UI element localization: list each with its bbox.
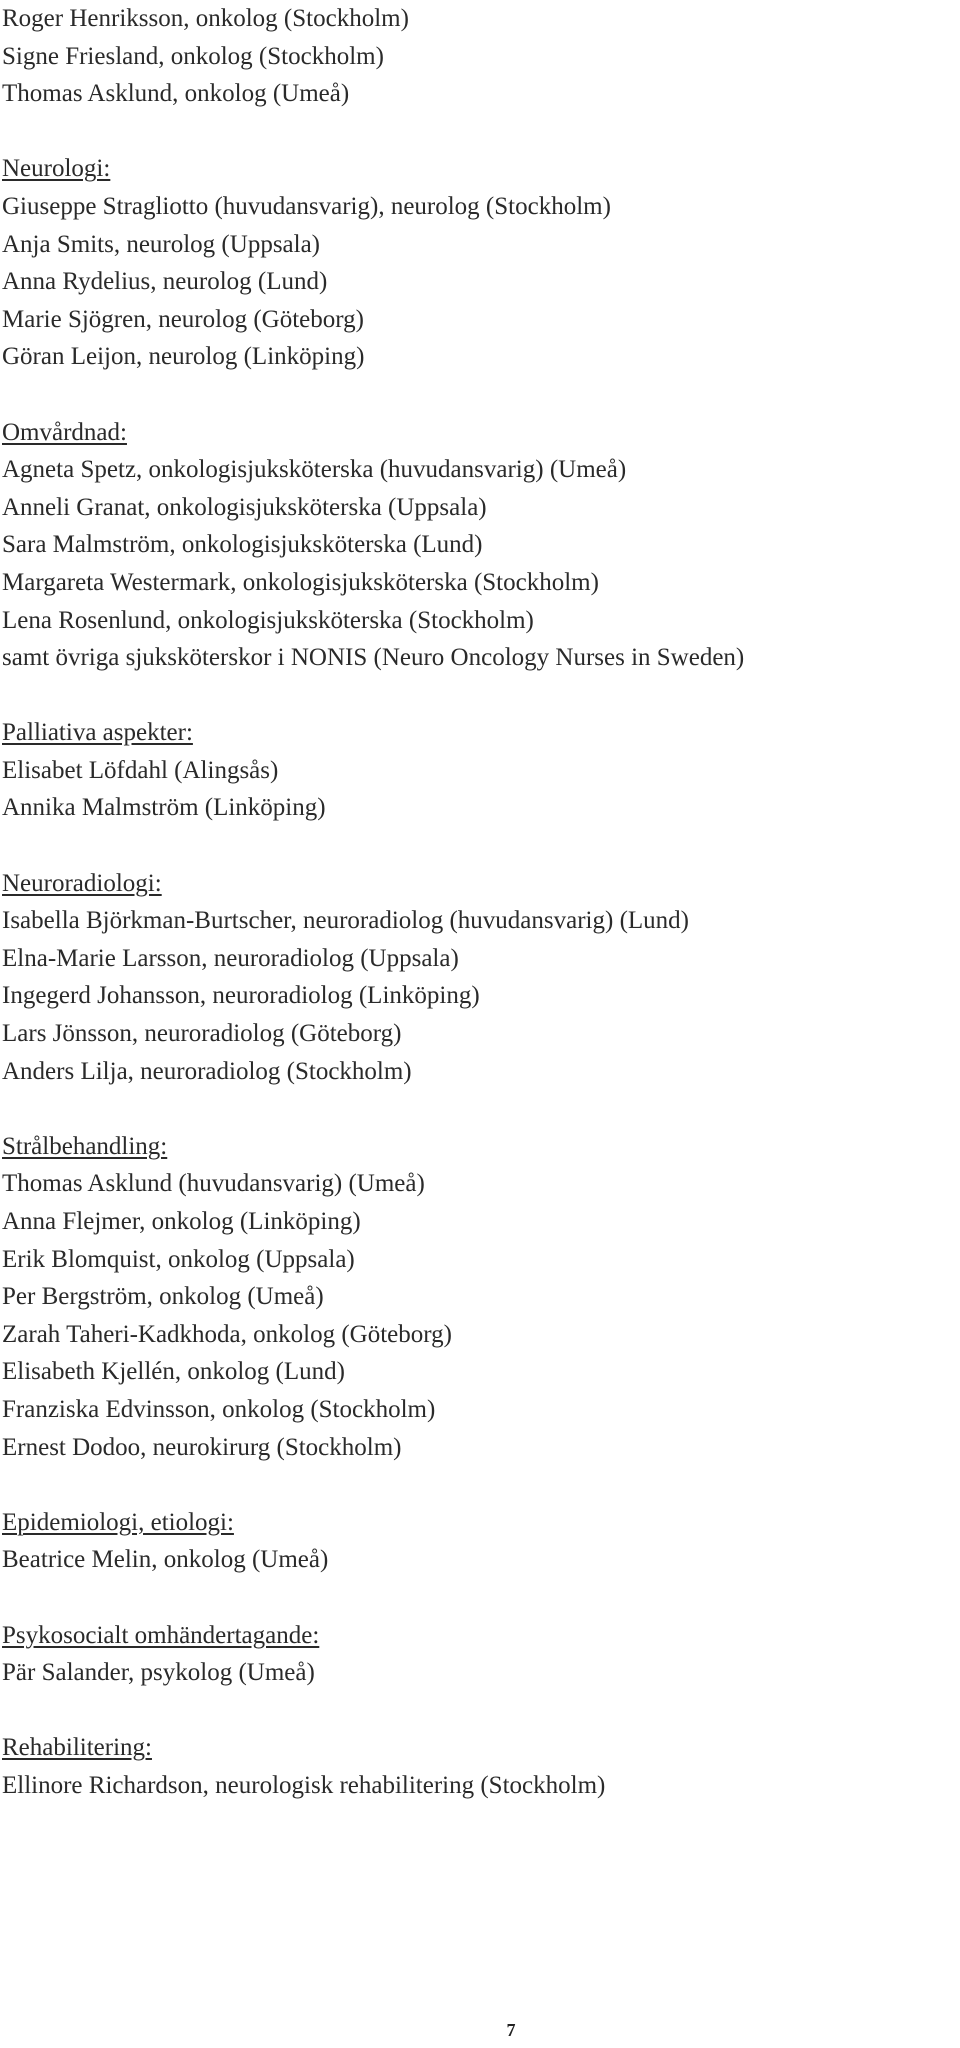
member-line: Ingegerd Johansson, neuroradiolog (Linköping) — [2, 982, 480, 1010]
section-heading: Neurologi: — [2, 155, 111, 183]
section-palliativa-aspekter — [2, 714, 958, 827]
member-line: Beatrice Melin, onkolog (Umeå) — [2, 1546, 329, 1574]
spacer — [2, 113, 958, 151]
member-line: Ellinore Richardson, neurologisk rehabilitering (Stockholm) — [2, 1771, 606, 1799]
spacer — [2, 827, 958, 865]
member-line: Roger Henriksson, onkolog (Stockholm) — [2, 5, 409, 32]
member-line: Zarah Taheri-Kadkhoda, onkolog (Göteborg) — [2, 1320, 452, 1348]
member-line: Anna Flejmer, onkolog (Linköping) — [2, 1208, 361, 1235]
spacer — [2, 1466, 958, 1504]
intro-group — [2, 0, 958, 113]
member-line: Per Bergström, onkolog (Umeå) — [2, 1283, 324, 1311]
section-epidemiologi-etiologi — [2, 1504, 958, 1579]
section-omvardnad — [2, 414, 958, 677]
section-rehabilitering — [2, 1729, 958, 1804]
section-heading: Palliativa aspekter: — [2, 719, 193, 747]
section-stralbehandling — [2, 1128, 958, 1466]
member-line: Thomas Asklund (huvudansvarig) (Umeå) — [2, 1170, 425, 1198]
member-line: Elna-Marie Larsson, neuroradiolog (Uppsala) — [2, 944, 459, 972]
spacer — [2, 1579, 958, 1617]
member-line: Annika Malmström (Linköping) — [2, 794, 326, 822]
member-list — [2, 0, 958, 1805]
section-heading: Rehabilitering: — [2, 1734, 152, 1762]
section-heading: Omvårdnad: — [2, 418, 127, 446]
section-heading: Psykosocialt omhändertagande: — [2, 1621, 320, 1649]
member-line: Anja Smits, neurolog (Uppsala) — [2, 230, 321, 258]
section-neuroradiologi — [2, 865, 958, 1091]
spacer — [2, 677, 958, 715]
member-line: Ernest Dodoo, neurokirurg (Stockholm) — [2, 1433, 402, 1461]
member-line: Lena Rosenlund, onkologisjuksköterska (Stockholm) — [2, 606, 534, 634]
section-heading: Neuroradiologi: — [2, 869, 162, 897]
section-neurologi — [2, 150, 958, 376]
member-line: Franziska Edvinsson, onkolog (Stockholm) — [2, 1395, 436, 1423]
member-line: Margareta Westermark, onkologisjuksköterska (Stockholm) — [2, 568, 599, 596]
member-line: Thomas Asklund, onkolog (Umeå) — [2, 80, 350, 108]
member-line: Göran Leijon, neurolog (Linköping) — [2, 343, 365, 371]
spacer — [2, 376, 958, 414]
member-line: Sara Malmström, onkologisjuksköterska (Lund) — [2, 531, 483, 559]
member-line: Pär Salander, psykolog (Umeå) — [2, 1659, 315, 1687]
member-line: Anders Lilja, neuroradiolog (Stockholm) — [2, 1057, 412, 1085]
member-line: Elisabet Löfdahl (Alingsås) — [2, 756, 279, 784]
member-line: Elisabeth Kjellén, onkolog (Lund) — [2, 1358, 345, 1386]
member-line: Signe Friesland, onkolog (Stockholm) — [2, 42, 384, 70]
member-line: samt övriga sjuksköterskor i NONIS (Neuro Oncology Nurses in Sweden) — [2, 644, 745, 672]
member-line: Isabella Björkman-Burtscher, neuroradiolog (huvudansvarig) (Lund) — [2, 907, 689, 935]
member-line: Anneli Granat, onkologisjuksköterska (Uppsala) — [2, 493, 487, 521]
section-heading: Epidemiologi, etiologi: — [2, 1508, 234, 1536]
member-line: Giuseppe Stragliotto (huvudansvarig), neurolog (Stockholm) — [2, 192, 611, 220]
spacer — [2, 1090, 958, 1128]
section-heading: Strålbehandling: — [2, 1132, 168, 1160]
page-number: 7 — [506, 2020, 516, 2040]
member-line: Anna Rydelius, neurolog (Lund) — [2, 268, 328, 296]
spacer — [2, 1692, 958, 1730]
member-line: Erik Blomquist, onkolog (Uppsala) — [2, 1245, 355, 1273]
member-line: Marie Sjögren, neurolog (Göteborg) — [2, 305, 364, 333]
member-line: Lars Jönsson, neuroradiolog (Göteborg) — [2, 1020, 402, 1048]
section-psykosocialt-omhandertagande — [2, 1617, 958, 1692]
member-line: Agneta Spetz, onkologisjuksköterska (huvudansvarig) (Umeå) — [2, 456, 627, 484]
